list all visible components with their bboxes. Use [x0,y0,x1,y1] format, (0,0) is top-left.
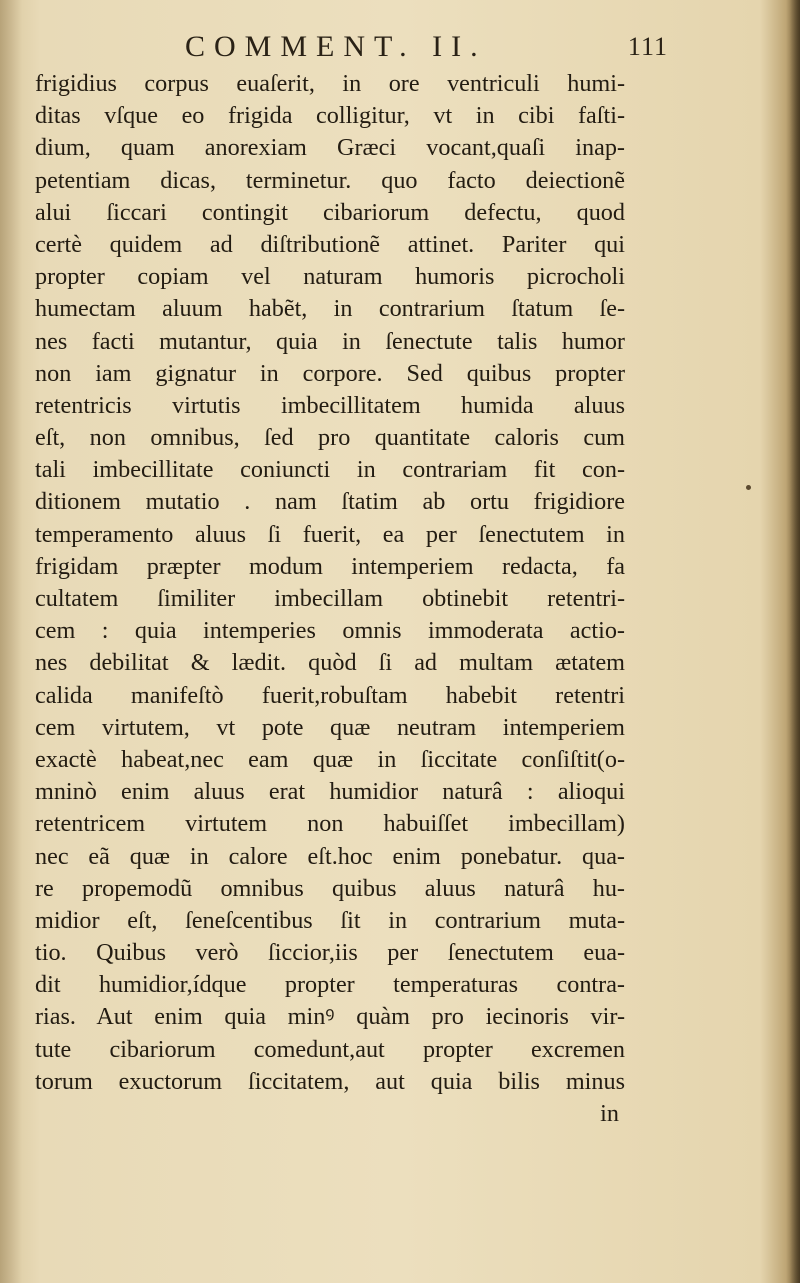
text-line: propter copiam vel naturam humoris picrocholi [35,263,625,291]
text-line: nes debilitat & lædit. quòd ſi ad multam ætatem [35,649,625,677]
text-line: midior eſt, ſeneſcentibus ſit in contrarium muta- [35,906,625,934]
text-line: temperamento aluus ſi fuerit, ea per ſenectutem in [35,520,625,548]
text-line: tali imbecillitate coniuncti in contrariam fit con- [35,456,625,484]
text-line: re propemodũ omnibus quibus aluus naturâ hu- [35,874,625,902]
text-line: ditas vſque eo frigida colligitur, vt in cibi faſti- [35,102,625,130]
page-edge-shadow [786,0,800,1283]
text-line: frigidam præpter modum intemperiem redacta, fa [35,552,625,580]
running-title: COMMENT. II. [185,30,487,63]
text-line: tute cibariorum comedunt,aut propter excremen [35,1035,625,1063]
text-line: cultatem ſimiliter imbecillam obtinebit retentri- [35,585,625,612]
page-header [35,30,668,70]
text-line: ditionem mutatio . nam ſtatim ab ortu frigidiore [35,488,625,516]
text-line: nes facti mutantur, quia in ſenectute talis humor [35,327,625,355]
text-line: humectam aluum habẽt, in contrarium ſtatum ſe- [35,295,625,323]
text-line: non iam gignatur in corpore. Sed quibus propter [35,359,625,387]
text-line: mninò enim aluus erat humidior naturâ : alioqui [35,778,625,806]
text-line: frigidius corpus euaſerit, in ore ventriculi humi- [35,70,625,97]
text-line: cem : quia intemperies omnis immoderata actio- [35,617,625,645]
page-number: 111 [627,32,668,61]
catchword: in [600,1100,619,1127]
text-line: certè quidem ad diſtributionẽ attinet. Pariter qui [35,230,625,258]
text-line: calida manifeſtò fuerit,robuſtam habebit retentri [35,681,625,709]
text-line: eſt, non omnibus, ſed pro quantitate caloris cum [35,424,625,452]
text-line: cem virtutem, vt pote quæ neutram intemperiem [35,713,625,741]
text-line: retentricem virtutem non habuiſſet imbecillam) [35,810,625,838]
gutter-shadow [0,0,22,1283]
body-text [35,68,625,1130]
text-line: nec eã quæ in calore eſt.hoc enim ponebatur. qua- [35,842,625,870]
text-line: tio. Quibus verò ſiccior,iis per ſenectutem eua- [35,939,625,967]
text-line: rias. Aut enim quia minꝰ quàm pro iecinoris vir- [35,1003,625,1031]
text-line: dium, quam anorexiam Græci vocant,quaſi inap- [35,134,625,162]
text-line: dit humidior,ídque propter temperaturas contra- [35,971,625,999]
text-line: torum exuctorum ſiccitatem, aut quia bilis minus [35,1067,625,1095]
text-line: exactè habeat,nec eam quæ in ſiccitate conſiſtit(o- [35,745,625,773]
ink-speck [746,485,751,490]
text-line: alui ſiccari contingit cibariorum defectu, quod [35,198,625,226]
text-line: retentricis virtutis imbecillitatem humida aluus [35,391,625,419]
text-line: petentiam dicas, terminetur. quo facto deiectionẽ [35,166,625,194]
